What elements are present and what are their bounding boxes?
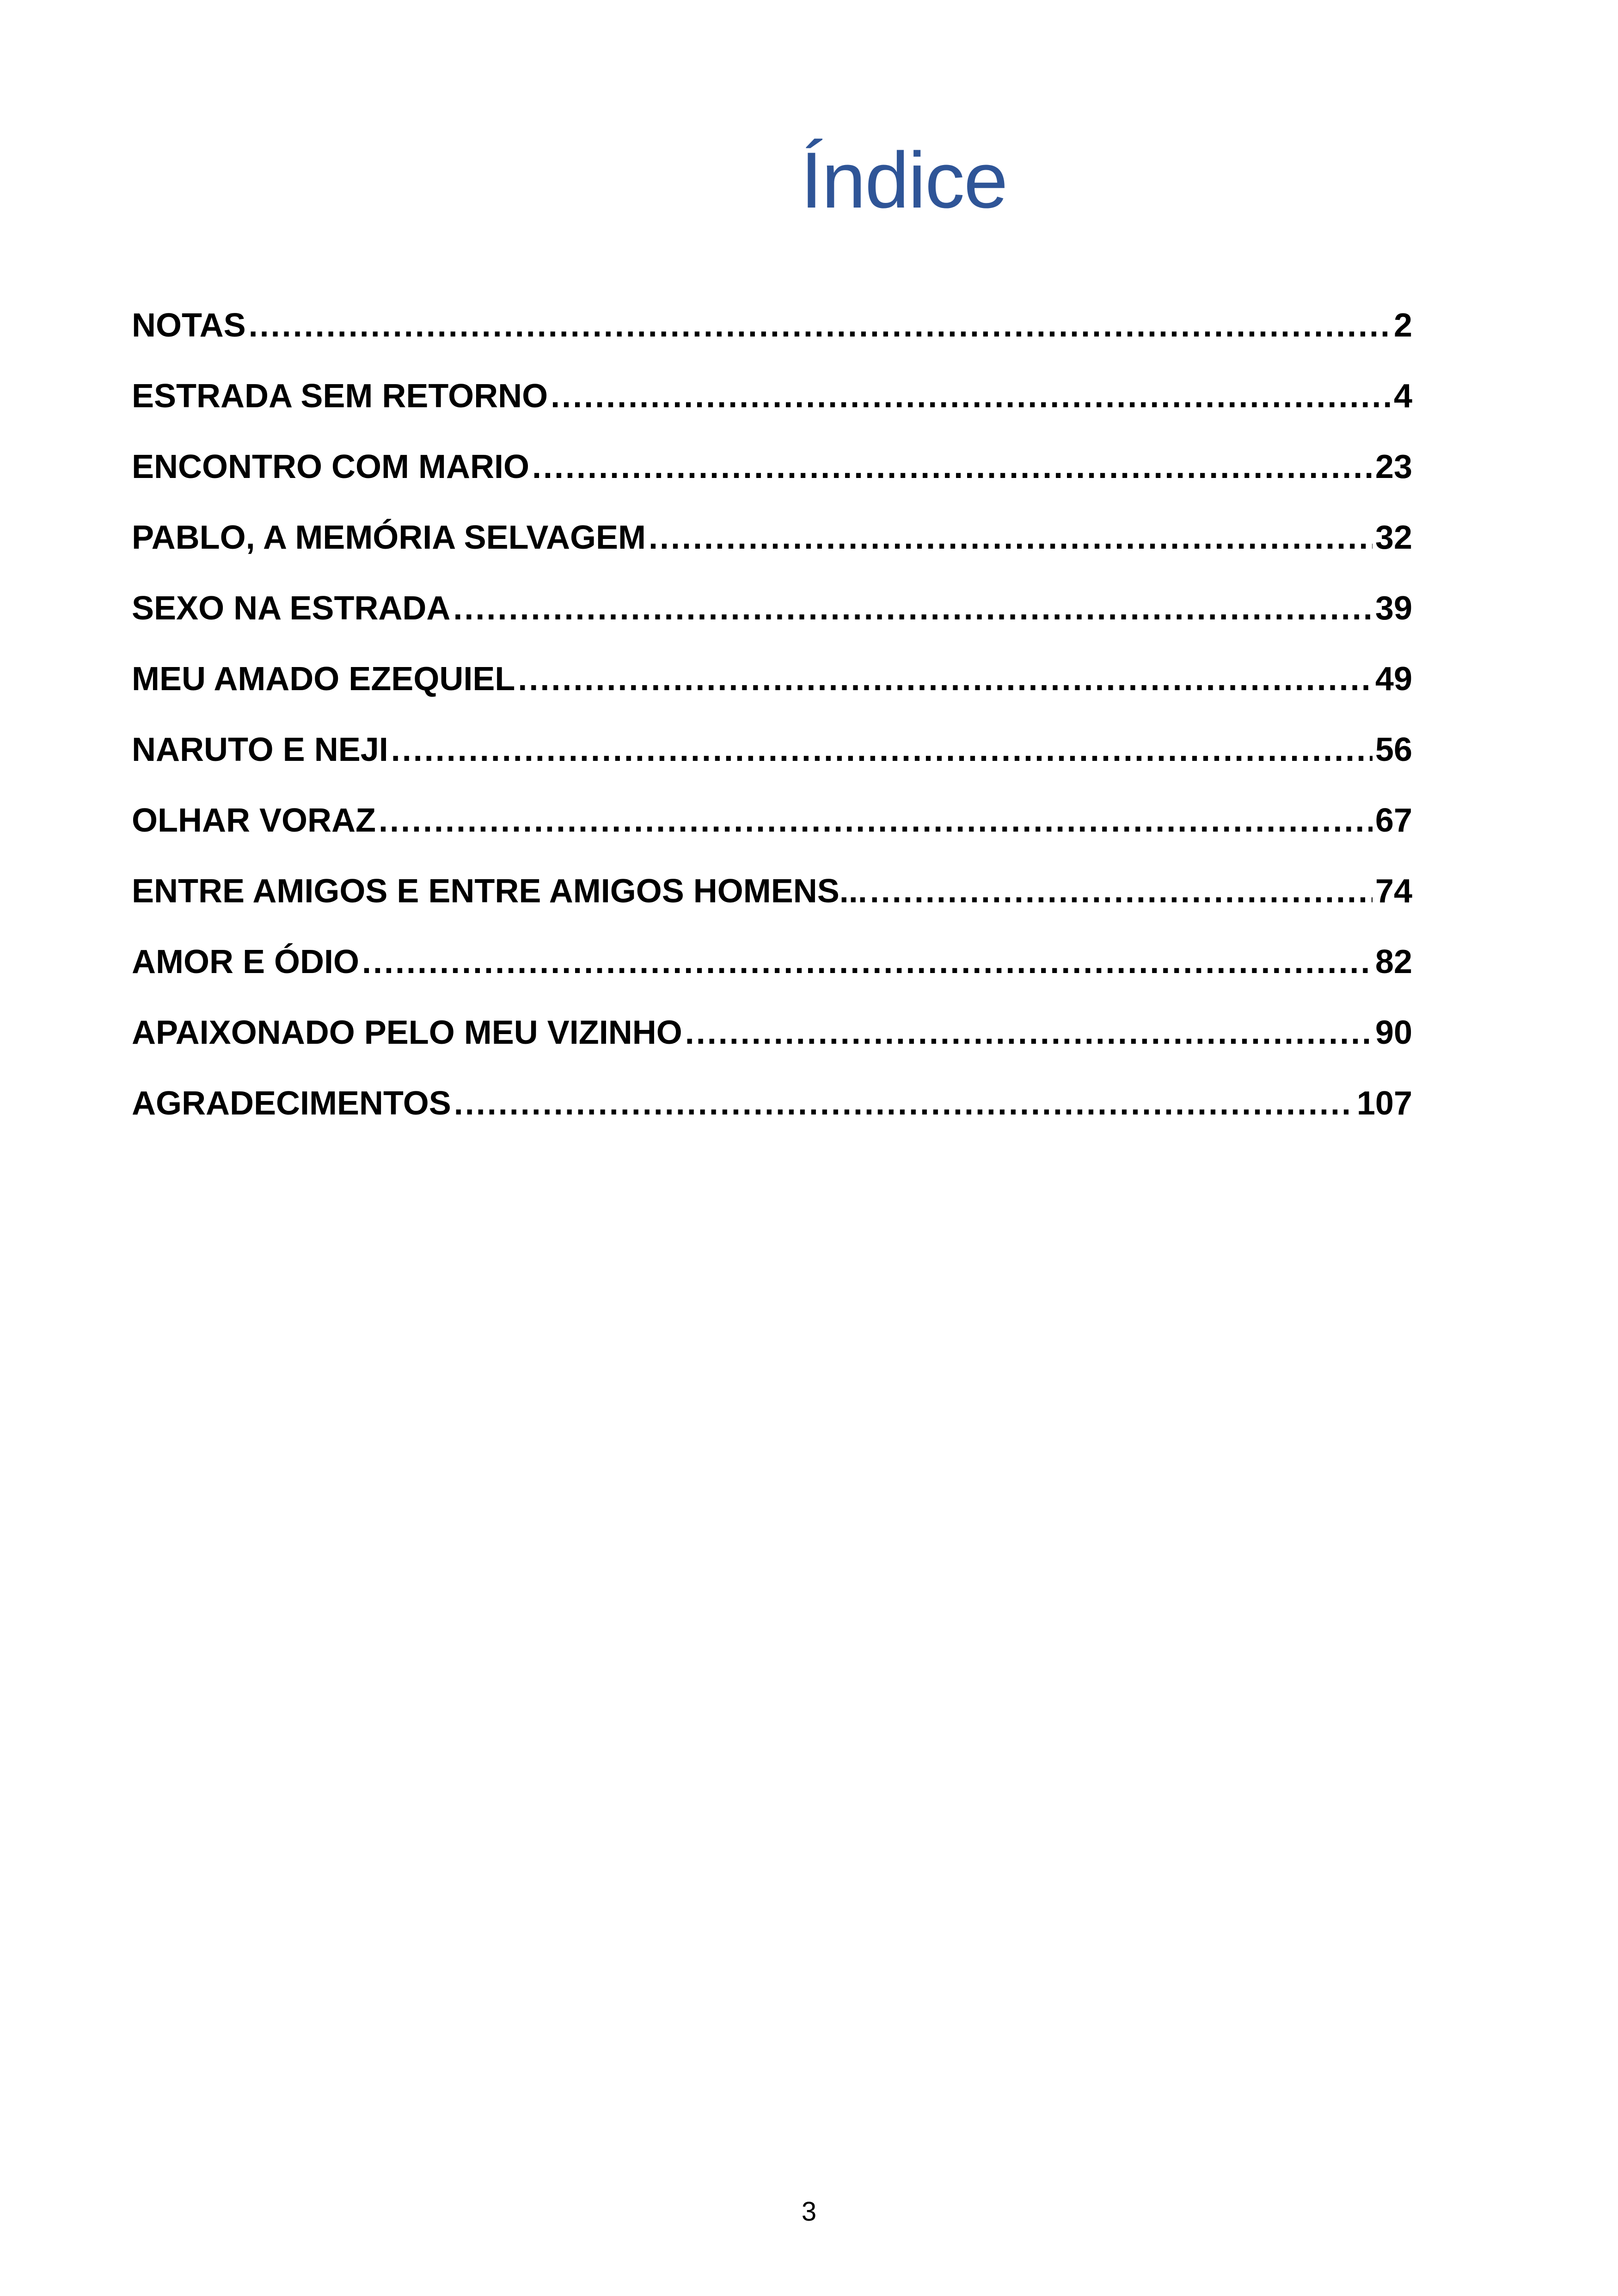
toc-entry[interactable] <box>132 1007 1412 1078</box>
toc-entry-page: 4 <box>1393 378 1412 415</box>
toc-entry[interactable] <box>132 512 1412 582</box>
toc-dot-leader <box>518 653 1373 705</box>
toc-dot-leader <box>379 795 1373 846</box>
toc-entry-title: ENCONTRO COM MARIO <box>132 448 529 485</box>
toc-entry-page: 56 <box>1375 731 1412 768</box>
toc-entry-page: 74 <box>1375 873 1412 910</box>
toc-entry[interactable] <box>132 724 1412 795</box>
toc-entry-page: 90 <box>1375 1014 1412 1051</box>
toc-entry-title: ESTRADA SEM RETORNO <box>132 378 548 415</box>
toc-dot-leader <box>870 865 1373 917</box>
toc-entry-title: SEXO NA ESTRADA <box>132 590 451 627</box>
toc-dot-leader <box>532 441 1373 493</box>
toc-entry-title: OLHAR VORAZ <box>132 802 376 839</box>
toc-entry[interactable] <box>132 653 1412 724</box>
toc-entry[interactable] <box>132 582 1412 653</box>
toc-entry[interactable] <box>132 1078 1412 1148</box>
toc-entry-title: MEU AMADO EZEQUIEL <box>132 661 515 698</box>
toc-entry-title: PABLO, A MEMÓRIA SELVAGEM <box>132 519 646 556</box>
toc-entry-page: 39 <box>1375 590 1412 627</box>
toc-dot-leader <box>453 582 1372 634</box>
toc-entry-page: 107 <box>1356 1085 1412 1122</box>
toc-entry-page: 82 <box>1375 943 1412 980</box>
toc-entry-page: 67 <box>1375 802 1412 839</box>
toc-entry[interactable] <box>132 370 1412 441</box>
toc-entry-title: NOTAS <box>132 307 246 344</box>
toc-dot-leader <box>551 370 1391 422</box>
toc-dot-leader <box>649 512 1373 563</box>
page-number: 3 <box>801 2197 817 2227</box>
toc-entry-title: AMOR E ÓDIO <box>132 943 360 980</box>
toc-dot-leader <box>249 300 1391 351</box>
toc-dot-leader <box>685 1007 1373 1059</box>
toc-dot-leader <box>454 1078 1354 1129</box>
toc-dot-leader <box>391 724 1373 776</box>
page-title: Índice <box>800 136 1007 225</box>
toc-entry-page: 23 <box>1375 448 1412 485</box>
toc-entry-title: AGRADECIMENTOS <box>132 1085 451 1122</box>
toc-entry-title: NARUTO E NEJI <box>132 731 388 768</box>
toc-entry-page: 2 <box>1393 307 1412 344</box>
toc-entry-page: 32 <box>1375 519 1412 556</box>
toc-entry[interactable] <box>132 865 1412 936</box>
toc-entry[interactable] <box>132 795 1412 865</box>
toc-entry-title: APAIXONADO PELO MEU VIZINHO <box>132 1014 682 1051</box>
toc-entry[interactable] <box>132 936 1412 1007</box>
toc-entry[interactable] <box>132 441 1412 512</box>
table-of-contents <box>132 300 1412 1148</box>
toc-dot-leader <box>362 936 1373 988</box>
toc-entry-page: 49 <box>1375 661 1412 698</box>
toc-entry-title: ENTRE AMIGOS E ENTRE AMIGOS HOMENS... <box>132 873 867 910</box>
toc-entry[interactable] <box>132 300 1412 370</box>
